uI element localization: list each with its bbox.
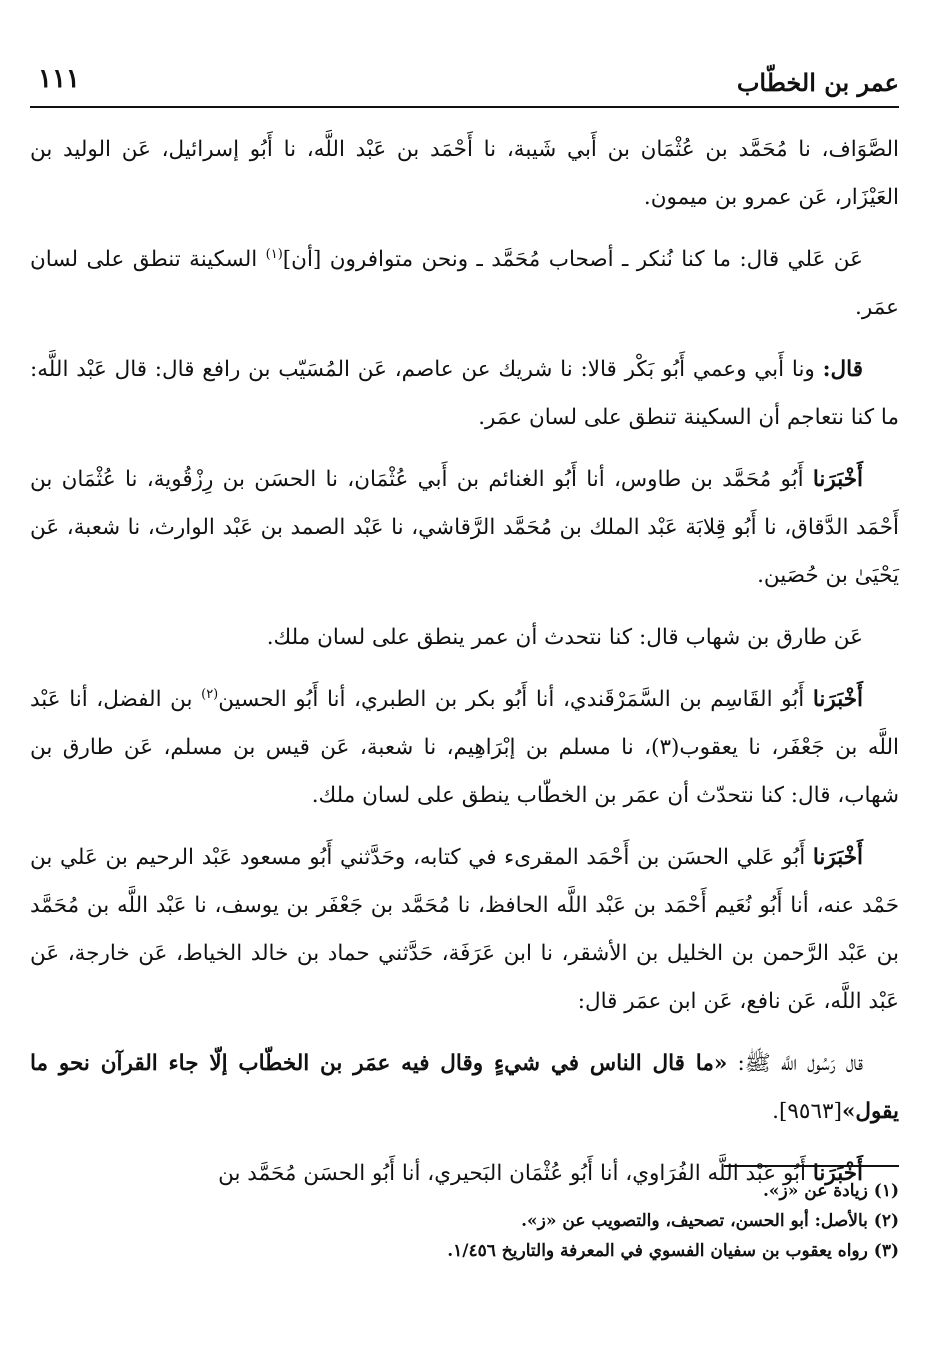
paragraph-lead: أَخْبَرَنا — [812, 845, 863, 870]
paragraph: عَن طارق بن شهاب قال: كنا نتحدث أن عمر ينطق على لسان ملك. — [266, 625, 863, 650]
footnotes — [120, 1176, 899, 1266]
paragraph-lead: قال: — [822, 357, 863, 382]
paragraph: أَخْبَرَنا أَبُو القَاسِم بن السَّمَرْقَندي، أنا أَبُو بكر بن الطبري، أنا أَبُو الحسين$^{(٢)}$ بن الفضل، أنا عَبْد اللَّه بن جَعْفَر، نا يعقوب(٣)، نا مسلم بن إبْرَاهِيم، نا شعبة، عَن قيس بن مسلم، عَن طارق بن شهاب، قال: كنا نتحدّث أن عمَر بن الخطّاب ينطق على لسان ملك. — [30, 686, 899, 808]
paragraph-lead: أَخْبَرَنا — [812, 1161, 863, 1186]
footnote-ref: (٢) — [201, 686, 219, 702]
paragraph: أَخْبَرَنا أَبُو عَبْد اللَّه الفُرَاوي، أنا أَبُو عُثْمَان البَحيري، أنا أَبُو الحسَن مُحَمَّد بن — [218, 1161, 863, 1186]
page-number: ١١١ — [38, 64, 80, 94]
hadith-quote: «ما قال الناس في شيءٍ وقال فيه عمَر بن الخطّاب إلّا جاء القرآن نحو ما يقول» — [30, 1051, 899, 1124]
footnote-ref: (١) — [265, 246, 283, 262]
running-title: عمر بن الخطّاب — [736, 68, 899, 97]
main-text — [30, 126, 899, 1212]
paragraph: الصَّوَاف، نا مُحَمَّد بن عُثْمَان بن أَبي شَيبة، نا أَحْمَد بن عَبْد اللَّه، نا أَبُو إسرائيل، عَن الوليد بن العَيْزَار، عَن عمرو بن ميمون. — [30, 137, 899, 210]
footnote: (٣) رواه يعقوب بن سفيان الفسوي في المعرفة والتاريخ ١/٤٥٦. — [447, 1241, 899, 1261]
paragraph: قال رَسُول اللَّه ﷺ: «ما قال الناس في شيءٍ وقال فيه عمَر بن الخطّاب إلّا جاء القرآن نحو ما يقول»[٩٥٦٣]. — [30, 1051, 899, 1124]
paragraph-lead: أَخْبَرَنا — [812, 467, 863, 492]
paragraph: أَخْبَرَنا أَبُو عَلي الحسَن بن أَحْمَد المقرىء في كتابه، وحَدَّثني أَبُو مسعود عَبْد الرحيم بن عَلي بن حَمْد عنه، أنا أَبُو نُعَيم أَحْمَد بن عَبْد اللَّه الحافظ، نا مُحَمَّد بن جَعْفَر بن يوسف، نا عَبْد اللَّه بن مُحَمَّد بن عَبْد الرَّحمن بن الخليل بن الأشقر، نا ابن عَرَفَة، حَدَّثني حماد بن خالد الخياط، عَن خارجة، عَن عَبْد اللَّه، عَن نافع، عَن ابن عمَر قال: — [30, 845, 899, 1014]
paragraph: قال: ونا أَبي وعمي أَبُو بَكْر قالا: نا شريك عن عاصم، عَن المُسَيّب بن رافع قال: قال عَبْد اللَّه: ما كنا نتعاجم أن السكينة تنطق على لسان عمَر. — [30, 357, 899, 430]
footnote-divider — [724, 1165, 899, 1167]
paragraph: أَخْبَرَنا أَبُو مُحَمَّد بن طاوس، أنا أَبُو الغنائم بن أَبي عُثْمَان، نا الحسَن بن رِزْقُوية، نا عُثْمَان بن أَحْمَد الدَّقاق، نا أَبُو قِلابَة عَبْد الملك بن مُحَمَّد الرَّقاشي، نا عَبْد الصمد بن عَبْد الوارث، نا شعبة، عَن يَحْيَىٰ بن حُصَين. — [30, 467, 899, 588]
running-header — [30, 62, 899, 104]
footnote: (٢) بالأصل: أبو الحسن، تصحيف، والتصويب عن «ز». — [521, 1211, 899, 1231]
footnote: (١) زيادة عن «ز». — [762, 1181, 899, 1201]
paragraph-lead: أَخْبَرَنا — [812, 687, 863, 712]
header-divider — [30, 106, 899, 108]
paragraph: عَن عَلي قال: ما كنا نُنكر ـ أصحاب مُحَمَّد ـ ونحن متوافرون [أن]$^{(١)}$ السكينة تنطق على لسان عمَر. — [30, 246, 899, 320]
